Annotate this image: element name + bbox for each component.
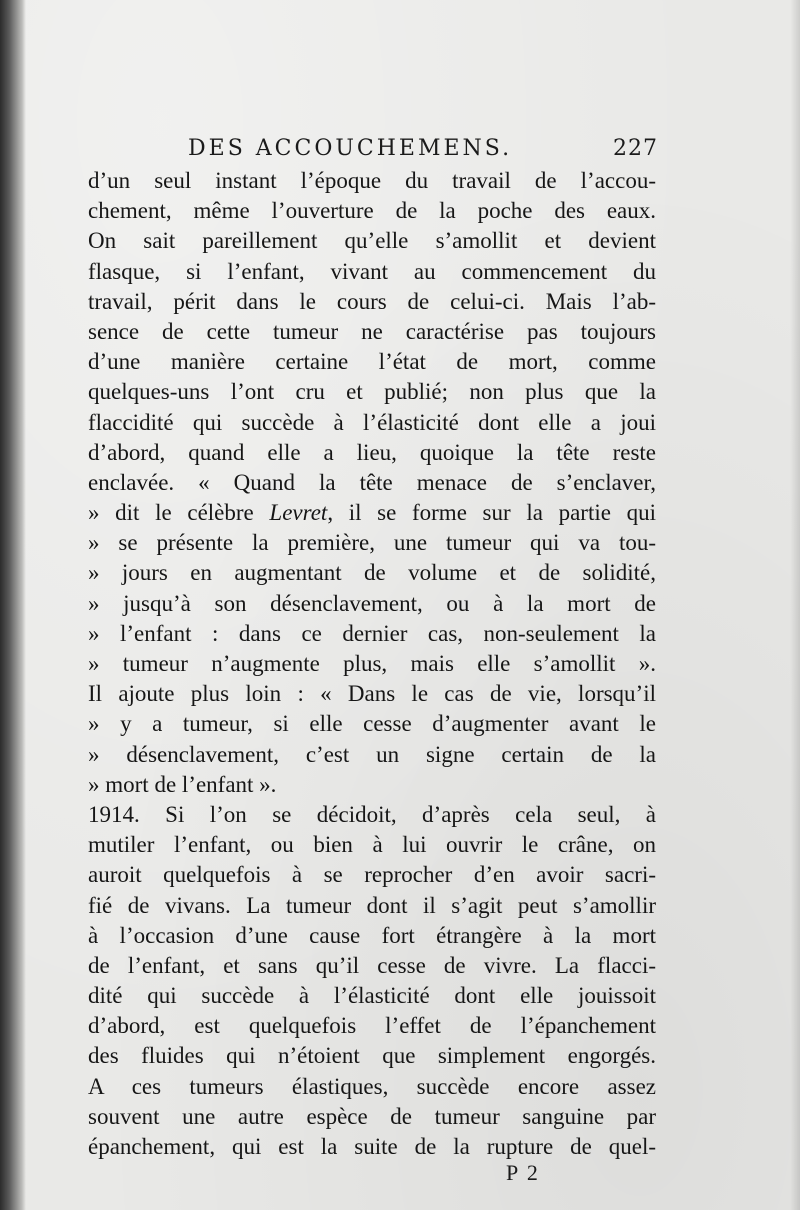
page-number: 227 [613,136,658,161]
book-binding-shadow [0,0,26,1210]
text-line: » se présente la première, une tumeur qui va tou- [88,530,656,556]
text-line: mutiler l’enfant, ou bien à lui ouvrir le crâne, on [88,832,656,858]
text-segment: » dit le célèbre [88,500,270,526]
text-line: flasque, si l’enfant, vivant au commencement du [88,258,656,284]
text-line: d’une manière certaine l’état de mort, comme [88,349,656,375]
text-line: travail, périt dans le cours de celui-ci. Mais l’ab- [88,288,656,314]
text-line: d’un seul instant l’époque du travail de l’accou- [88,168,656,193]
text-line: » jusqu’à son désenclavement, ou à la mort de [88,590,656,616]
running-title: DES ACCOUCHEMENS. [188,136,513,161]
text-line: A ces tumeurs élastiques, succède encore assez [88,1073,656,1099]
text-line [88,498,656,528]
text-line: » désenclavement, c’est un signe certain de la [88,741,656,767]
text-line: des fluides qui n’étoient que simplement engorgés. [88,1043,656,1069]
text-line: » tumeur n’augmente plus, mais elle s’amollit ». [88,651,656,676]
signature-mark: P 2 [506,1160,540,1185]
text-line: » l’enfant : dans ce dernier cas, non-seulement la [88,620,656,646]
text-line: dité qui succède à l’élasticité dont elle jouissoit [88,983,656,1009]
body-text [88,166,656,1162]
text-segment: , il se forme sur la partie qui [327,500,656,526]
page-edge-shadow [790,0,800,1210]
text-line: » jours en augmentant de volume et de solidité, [88,560,656,586]
text-line: enclavée. « Quand la tête menace de s’enclaver, [88,469,656,495]
text-line: à l’occasion d’une cause fort étrangère à la mort [88,922,656,948]
text-line: Il ajoute plus loin : « Dans le cas de vie, lorsqu’il [88,681,656,707]
text-line: 1914. Si l’on se décidoit, d’après cela seul, à [88,801,656,827]
text-line: auroit quelquefois à se reprocher d’en avoir sacri- [88,862,656,888]
text-line: d’abord, quand elle a lieu, quoique la tête reste [88,439,656,465]
text-line: souvent une autre espèce de tumeur sanguine par [88,1103,656,1129]
text-line: » mort de l’enfant ». [88,771,277,797]
text-line: flaccidité qui succède à l’élasticité dont elle a joui [88,409,656,435]
text-line: » y a tumeur, si elle cesse d’augmenter avant le [88,711,656,737]
text-line: fié de vivans. La tumeur dont il s’agit peut s’amollir [88,892,656,918]
page-header [188,136,658,170]
italic-name: Levret [269,500,328,526]
text-line: quelques-uns l’ont cru et publié; non plus que la [88,379,656,405]
text-line: de l’enfant, et sans qu’il cesse de vivre. La flacci- [88,952,656,978]
text-line: sence de cette tumeur ne caractérise pas toujours [88,318,656,344]
text-line: d’abord, est quelquefois l’effet de l’épanchement [88,1013,656,1039]
text-line: chement, même l’ouverture de la poche des eaux. [88,198,656,224]
text-line: On sait pareillement qu’elle s’amollit et devient [88,228,656,254]
text-line: épanchement, qui est la suite de la rupture de quel- [88,1134,656,1159]
